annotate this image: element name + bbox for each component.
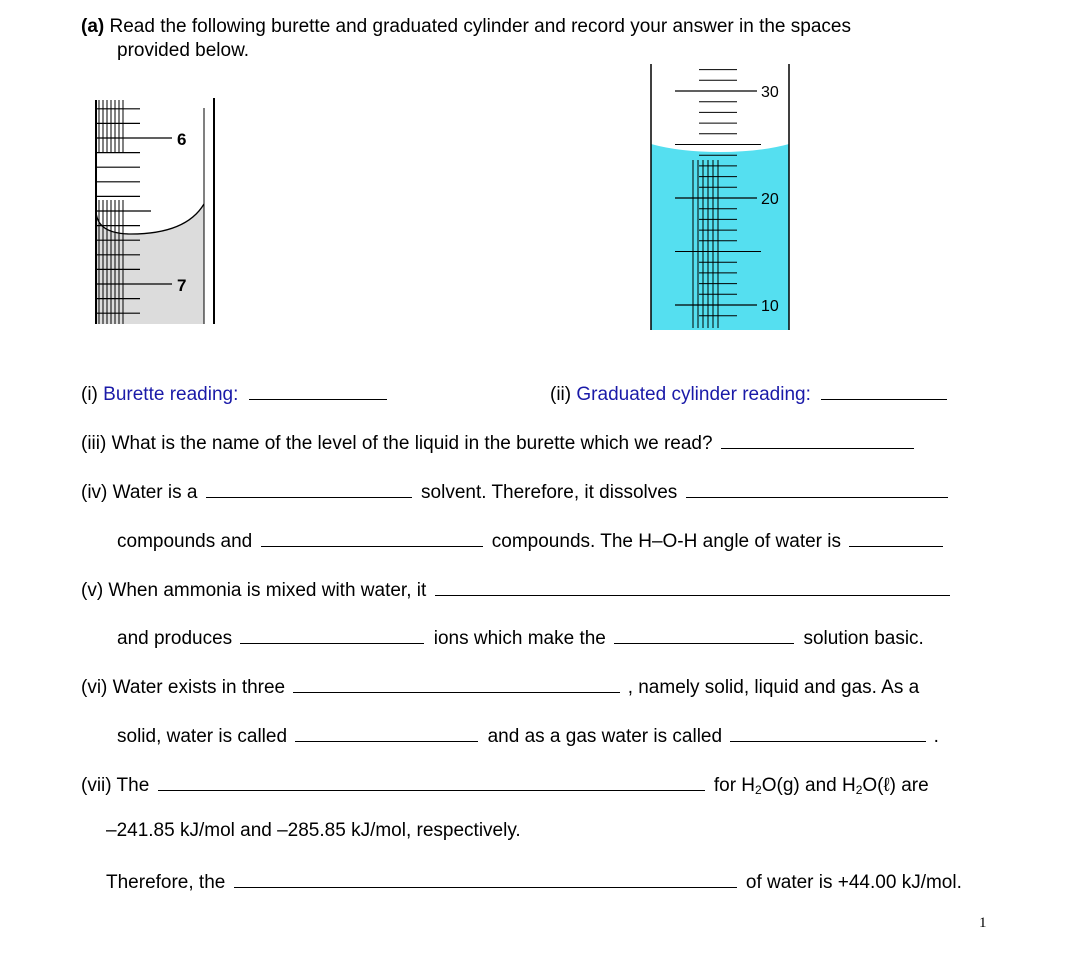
cylinder-mark-30: 30 [761, 84, 779, 101]
burette-mark-7: 7 [177, 276, 187, 295]
question-iii-text: (iii) What is the name of the level of the liquid in the burette which we read? [81, 433, 713, 454]
question-v-text-d: solution basic. [803, 628, 924, 649]
question-iv-text-d: compounds. The H–O-H angle of water is [491, 531, 841, 552]
water-states-blank[interactable] [293, 674, 620, 693]
cylinder-reading-blank[interactable] [821, 381, 947, 400]
cylinder-mark-10: 10 [761, 298, 779, 315]
dissolves-compounds-blank-2[interactable] [261, 528, 483, 547]
gas-water-name-blank[interactable] [730, 723, 926, 742]
question-iv-line-1 [81, 479, 948, 504]
question-iv-text-a: (iv) Water is a [81, 482, 198, 503]
ions-produced-blank[interactable] [240, 625, 424, 644]
question-v-text-b: and produces [117, 628, 233, 649]
part-label: (a) [81, 16, 105, 37]
page-number: 1 [979, 915, 987, 931]
cylinder-mark-20: 20 [761, 191, 779, 208]
enthalpy-of-vaporization-blank[interactable] [234, 869, 737, 888]
solution-name-blank[interactable] [614, 625, 794, 644]
burette-reading-label: Burette reading: [103, 384, 239, 405]
question-v-text-a: (v) When ammonia is mixed with water, it [81, 580, 427, 601]
question-iv-line-2 [117, 528, 943, 553]
question-vi-text-e: . [933, 726, 939, 747]
question-vi-text-a: (vi) Water exists in three [81, 677, 286, 698]
question-vi-line-2 [117, 723, 939, 748]
question-vi-text-c: solid, water is called [117, 726, 288, 747]
burette-diagram [76, 92, 226, 332]
question-v-text-c: ions which make the [433, 628, 606, 649]
instruction-line-2: provided below. [117, 40, 250, 61]
solvent-type-blank[interactable] [206, 479, 412, 498]
question-iv-text-c: compounds and [117, 531, 253, 552]
question-iv-text-b: solvent. Therefore, it dissolves [421, 482, 678, 503]
solid-water-name-blank[interactable] [295, 723, 478, 742]
question-vii-text-d: Therefore, the [106, 872, 226, 893]
burette-reading-blank[interactable] [249, 381, 387, 400]
question-vi-text-d: and as a gas water is called [487, 726, 723, 747]
instruction-line-1 [81, 16, 851, 38]
question-vi-text-b: , namely solid, liquid and gas. As a [627, 677, 920, 698]
dissolves-compounds-blank-1[interactable] [686, 479, 948, 498]
enthalpy-term-blank[interactable] [158, 772, 705, 791]
question-vi-line-1 [81, 674, 919, 699]
question-i [81, 381, 387, 406]
cylinder-reading-label: Graduated cylinder reading: [576, 384, 811, 405]
question-ii-number: (ii) [550, 384, 572, 405]
question-vii-text-a: (vii) The [81, 775, 150, 796]
graduated-cylinder-diagram [645, 60, 795, 335]
question-v-line-2 [117, 625, 924, 650]
question-i-number: (i) [81, 384, 98, 405]
question-vii-text-e: of water is +44.00 kJ/mol. [745, 872, 962, 893]
instruction-text: Read the following burette and graduated cylinder and record your answer in the spaces [109, 16, 851, 37]
question-vii-line-2: –241.85 kJ/mol and –285.85 kJ/mol, respectively. [106, 820, 521, 841]
question-vii-text-b: for $H_2O(g)$ and $H_2O(\ell)$ are [713, 775, 929, 797]
question-ii [550, 381, 947, 406]
ammonia-reaction-blank[interactable] [435, 577, 950, 596]
question-vii-line-1 [81, 772, 929, 801]
question-iii [81, 430, 914, 455]
meniscus-name-blank[interactable] [721, 430, 914, 449]
burette-liquid [96, 204, 204, 324]
question-vii-line-3 [106, 869, 962, 894]
burette-mark-6: 6 [177, 130, 187, 149]
water-angle-blank[interactable] [849, 528, 943, 547]
question-v-line-1 [81, 577, 950, 602]
